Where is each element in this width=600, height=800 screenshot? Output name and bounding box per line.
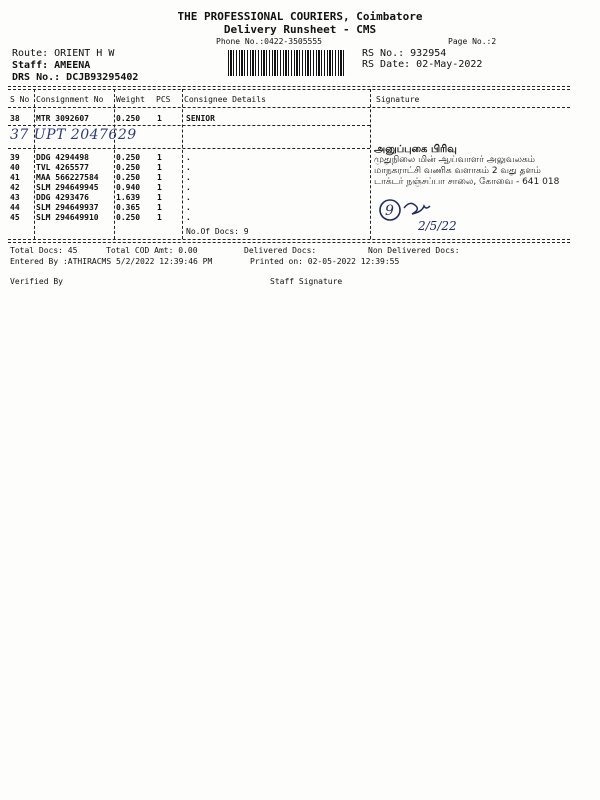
row-sno: 40 bbox=[10, 163, 20, 172]
row-consignment: MAA 566227584 bbox=[36, 173, 99, 182]
column-divider bbox=[114, 89, 115, 239]
row-pcs: 1 bbox=[157, 213, 162, 222]
row-sno: 43 bbox=[10, 193, 20, 202]
row-consignment: SLM 294649937 bbox=[36, 203, 99, 212]
column-header-pcs: PCS bbox=[156, 95, 171, 104]
total-docs: Total Docs: 45 bbox=[10, 246, 78, 255]
row-consignment: SLM 294649910 bbox=[36, 213, 99, 222]
staff-label: Staff: AMEENA bbox=[12, 60, 91, 71]
delivered-docs: Delivered Docs: bbox=[244, 246, 317, 255]
table-header-rule bbox=[8, 107, 570, 108]
route-label: Route: ORIENT H W bbox=[12, 48, 115, 59]
row-details: . bbox=[186, 173, 191, 182]
row-pcs: 1 bbox=[157, 114, 162, 123]
row-pcs: 1 bbox=[157, 203, 162, 212]
phone-number: Phone No.:0422-3505555 bbox=[216, 37, 322, 46]
footer-rule bbox=[8, 242, 570, 243]
column-divider bbox=[370, 89, 371, 239]
signature-mark bbox=[378, 196, 468, 236]
printed-on: Printed on: 02-05-2022 12:39:55 bbox=[250, 257, 400, 266]
handwritten-consignment: UPT 2047629 bbox=[33, 127, 137, 143]
rs-number: RS No.: 932954 bbox=[362, 48, 447, 59]
row-consignment: DDG 4294498 bbox=[36, 153, 89, 162]
table-top-rule bbox=[8, 86, 570, 87]
row-consignment: MTR 3092607 bbox=[36, 114, 89, 123]
row-pcs: 1 bbox=[157, 153, 162, 162]
staff-signature: Staff Signature bbox=[270, 277, 343, 286]
verified-by: Verified By bbox=[10, 277, 63, 286]
column-header-weight: Weight bbox=[116, 95, 145, 104]
row-details: . bbox=[186, 163, 191, 172]
row-details: . bbox=[186, 153, 191, 162]
column-divider bbox=[182, 89, 183, 239]
no-of-docs: No.Of Docs: 9 bbox=[186, 227, 249, 236]
document-title: Delivery Runsheet - CMS bbox=[223, 23, 377, 36]
rs-date: RS Date: 02-May-2022 bbox=[362, 59, 483, 70]
drs-number: DRS No.: DCJB93295402 bbox=[12, 72, 139, 83]
row-weight: 0.250 bbox=[116, 114, 141, 123]
row-pcs: 1 bbox=[157, 173, 162, 182]
signature-number: 9 bbox=[385, 203, 394, 219]
stamp-line-2: முதுநிலை மின் ஆய்வாளர் அலுவலகம் bbox=[374, 155, 536, 165]
stamp-line-3: மாநகராட்சி வணிக வளாகம் 2 வது தளம் bbox=[374, 166, 541, 176]
signature-date: 2/5/22 bbox=[418, 219, 457, 233]
row-consignment: DDG 4293476 bbox=[36, 193, 89, 202]
table-bottom-rule bbox=[8, 239, 570, 240]
row-sno: 45 bbox=[10, 213, 20, 222]
column-header-details: Consignee Details bbox=[184, 95, 266, 104]
column-header-sno: S No bbox=[10, 95, 30, 104]
company-name: THE PROFESSIONAL COURIERS, Coimbatore bbox=[177, 10, 423, 23]
row-sno: 42 bbox=[10, 183, 20, 192]
row-weight: 0.250 bbox=[116, 163, 141, 172]
stamp-line-4: டாக்டர் நஞ்சப்பா சாலை, கோவை - 641 018 bbox=[374, 177, 560, 187]
row-weight: 0.940 bbox=[116, 183, 141, 192]
page-number: Page No.:2 bbox=[448, 37, 497, 46]
row-sno: 39 bbox=[10, 153, 20, 162]
row-pcs: 1 bbox=[157, 193, 162, 202]
row-weight: 0.250 bbox=[116, 153, 141, 162]
row-weight: 0.365 bbox=[116, 203, 141, 212]
row-weight: 0.250 bbox=[116, 173, 141, 182]
entered-by: Entered By :ATHIRACMS 5/2/2022 12:39:46 PM bbox=[10, 257, 213, 266]
row-details: SENIOR bbox=[186, 114, 215, 123]
row-details: . bbox=[186, 213, 191, 222]
table-top-rule-2 bbox=[8, 89, 570, 90]
row-sno: 38 bbox=[10, 114, 20, 123]
column-divider bbox=[34, 89, 35, 239]
office-stamp bbox=[374, 144, 559, 188]
row-separator bbox=[8, 148, 370, 149]
non-delivered-docs: Non Delivered Docs: bbox=[368, 246, 460, 255]
barcode-icon bbox=[228, 50, 346, 76]
row-sno: 41 bbox=[10, 173, 20, 182]
stamp-line-1: அனுப்புகை பிரிவு bbox=[374, 144, 457, 155]
total-cod: Total COD Amt: 0.00 bbox=[106, 246, 198, 255]
handwritten-row bbox=[10, 127, 137, 143]
row-details: . bbox=[186, 193, 191, 202]
row-sno: 44 bbox=[10, 203, 20, 212]
row-details: . bbox=[186, 203, 191, 212]
row-pcs: 1 bbox=[157, 163, 162, 172]
row-consignment: TVL 4265577 bbox=[36, 163, 89, 172]
row-pcs: 1 bbox=[157, 183, 162, 192]
column-header-signature: Signature bbox=[376, 95, 420, 104]
row-details: . bbox=[186, 183, 191, 192]
row-weight: 0.250 bbox=[116, 213, 141, 222]
column-header-consignment: Consignment No bbox=[36, 95, 104, 104]
handwritten-sno: 37 bbox=[10, 127, 29, 143]
row-consignment: SLM 294649945 bbox=[36, 183, 99, 192]
row-separator bbox=[8, 125, 370, 126]
row-weight: 1.639 bbox=[116, 193, 141, 202]
